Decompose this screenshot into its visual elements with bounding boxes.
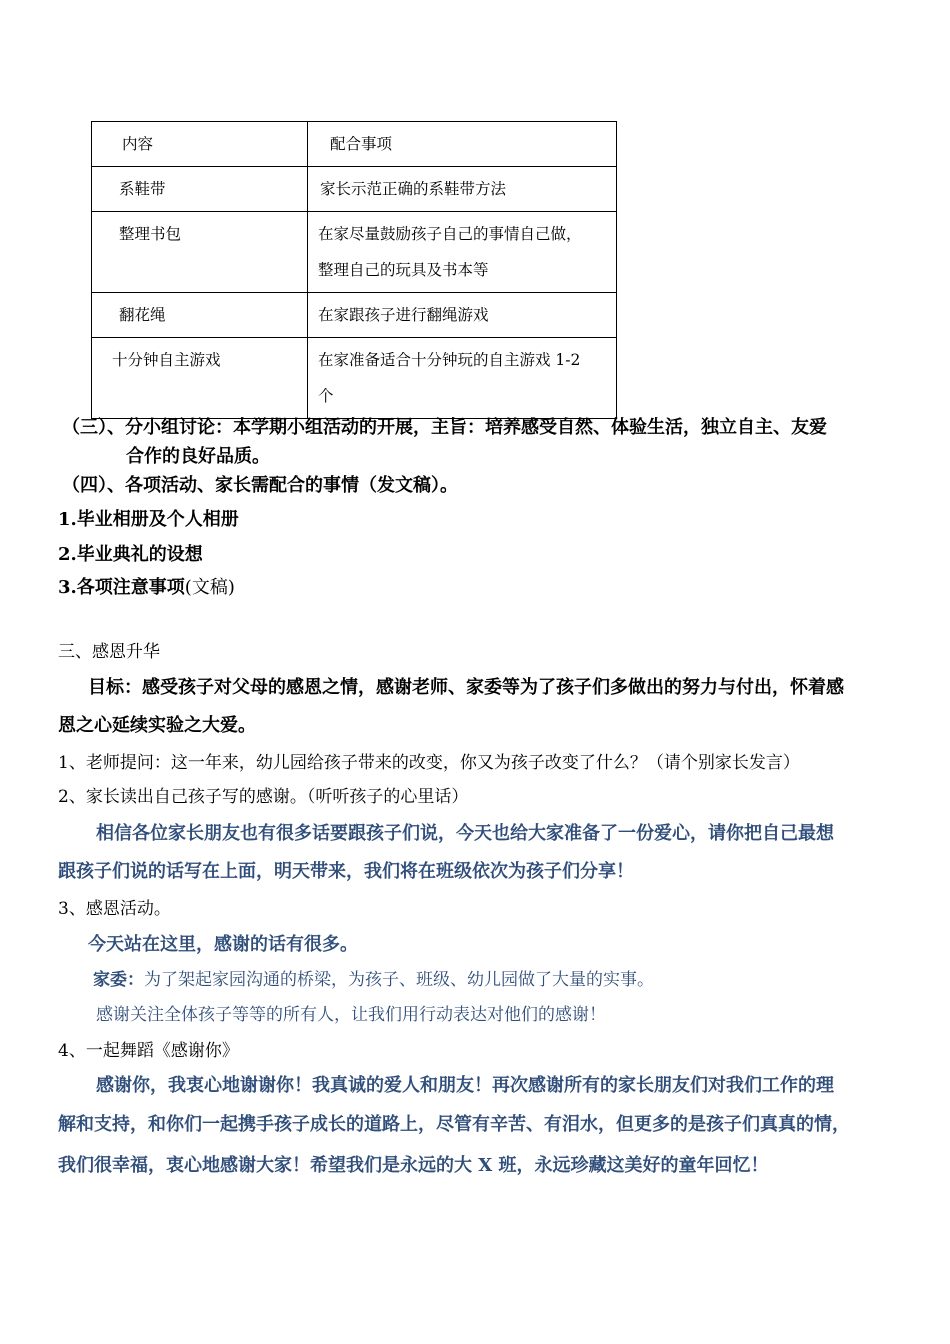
row-note-line: 整理自己的玩具及书本等: [318, 261, 489, 279]
final-line1: 感谢你，我衷心地谢谢你！我真诚的爱人和朋友！再次感谢所有的家长朋友们对我们工作的理: [96, 1075, 834, 1096]
goal-line2: 恩之心延续实验之大爱。: [58, 715, 256, 736]
table-header-row: [92, 122, 617, 167]
step1: 1、老师提问：这一年来，幼儿园给孩子带来的改变，你又为孩子改变了什么？（请个别家长发言）: [58, 753, 800, 773]
step2: 2、家长读出自己孩子写的感谢。（听听孩子的心里话）: [58, 787, 469, 807]
activity-table: [91, 121, 617, 419]
committee-label: 家委：: [93, 970, 144, 990]
table-row: [92, 293, 617, 338]
section4-item: 1.毕业相册及个人相册: [58, 509, 239, 530]
thanks-all-line: 感谢关注全体孩子等等的所有人，让我们用行动表达对他们的感谢！: [96, 1005, 606, 1025]
header-cooperation: 配合事项: [330, 135, 393, 153]
step3: 3、感恩活动。: [58, 899, 171, 919]
section4-item: 2.毕业典礼的设想: [58, 544, 203, 565]
row-item: 系鞋带: [119, 180, 166, 198]
committee-line: [93, 965, 654, 990]
goal-line1: 目标：感受孩子对父母的感恩之情，感谢老师、家委等为了孩子们多做出的努力与付出，怀着感: [88, 677, 844, 698]
section3-line2: 合作的良好品质。: [126, 446, 270, 467]
row-note: 在家跟孩子进行翻绳游戏: [318, 306, 489, 324]
step4: 4、一起舞蹈《感谢你》: [58, 1041, 239, 1061]
message-line1: 相信各位家长朋友也有很多话要跟孩子们说，今天也给大家准备了一份爱心，请你把自己最想: [96, 823, 834, 844]
row-note: 家长示范正确的系鞋带方法: [320, 180, 507, 198]
gratitude-title: 三、感恩升华: [58, 642, 160, 662]
today-line: 今天站在这里，感谢的话有很多。: [88, 934, 358, 955]
committee-text: 为了架起家园沟通的桥梁，为孩子、班级、幼儿园做了大量的实事。: [144, 970, 654, 990]
row-note-line: 在家准备适合十分钟玩的自主游戏 1-2: [318, 351, 581, 369]
message-line2: 跟孩子们说的话写在上面，明天带来，我们将在班级依次为孩子们分享！: [58, 861, 634, 882]
table-row: [92, 167, 617, 212]
table-row: [92, 212, 617, 293]
row-note-line: 个: [318, 387, 334, 405]
row-item: 翻花绳: [119, 306, 166, 324]
final-line3: 我们很幸福，衷心地感谢大家！希望我们是永远的大 X 班，永远珍藏这美好的童年回忆！: [58, 1155, 769, 1176]
table-row: [92, 338, 617, 419]
header-content: 内容: [122, 135, 154, 153]
final-line2: 解和支持，和你们一起携手孩子成长的道路上，尽管有辛苦、有泪水，但更多的是孩子们真真的情，: [58, 1114, 850, 1135]
row-note-line: 在家尽量鼓励孩子自己的事情自己做，: [318, 225, 582, 243]
section4-heading: （四）、各项活动、家长需配合的事情（发文稿）。: [62, 475, 458, 496]
section4-item3: [58, 573, 235, 599]
section4-item3-note: (文稿): [184, 577, 235, 598]
row-item: 十分钟自主游戏: [112, 351, 221, 369]
row-item: 整理书包: [119, 225, 182, 243]
section3-line1: （三）、分小组讨论：本学期小组活动的开展，主旨：培养感受自然、体验生活，独立自主、友爱: [62, 417, 827, 438]
section4-item3-label: 3.各项注意事项: [58, 577, 185, 598]
